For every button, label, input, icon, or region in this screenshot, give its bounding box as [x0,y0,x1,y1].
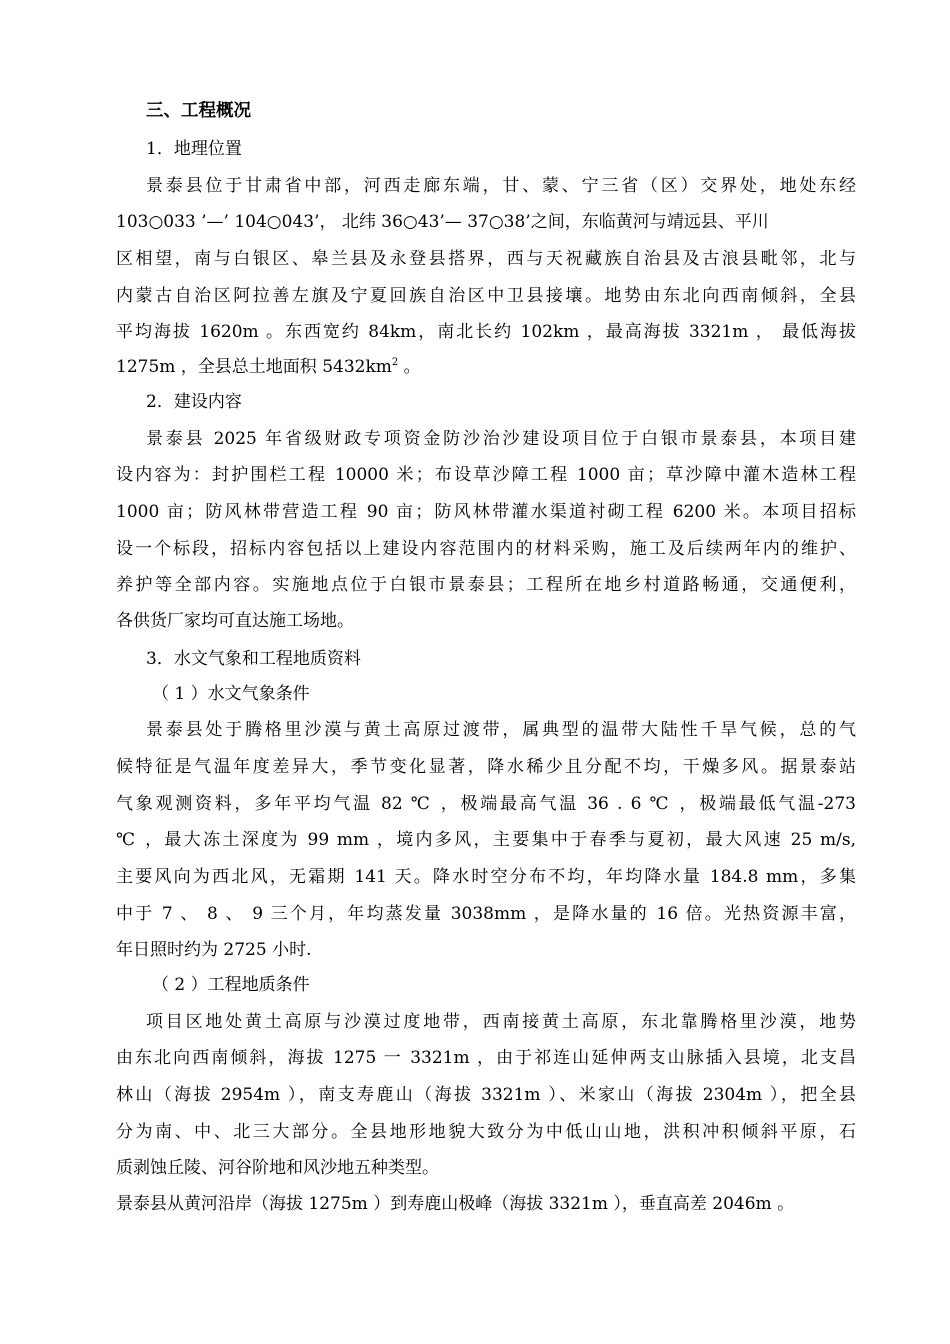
construction-line-1: 景泰县 2025 年省级财政专项资金防沙治沙建设项目位于白银市景泰县，本项目建 [146,429,856,449]
hydro-line-4: ℃ ，最大冻土深度为 99 mm ，境内多风，主要集中于春季与夏初，最大风速 25 m/s, [116,830,856,850]
geology-line-1: 项目区地处黄土高原与沙漠过度地带，西南接黄土高原，东北靠腾格里沙漠，地势 [146,1012,856,1032]
construction-line-4: 设一个标段，招标内容包括以上建设内容范围内的材料采购，施工及后续两年内的维护、 [116,539,856,559]
hydro-subheading-1: （ 1 ）水文气象条件 [152,684,310,704]
hydro-line-5: 主要风向为西北风，无霜期 141 天。降水时空分布不均，年均降水量 184.8 mm，多集 [116,867,856,887]
hydro-subheading-2: （ 2 ）工程地质条件 [152,975,310,995]
hydro-line-2: 候特征是气温年度差异大，季节变化显著，降水稀少且分配不均，干燥多风。据景泰站 [116,757,856,777]
hydro-heading: 3．水文气象和工程地质资料 [146,649,361,669]
geo-line-6 [116,357,856,377]
section-title: 三、工程概况 [146,101,251,121]
geo-line-3: 区相望，南与白银区、皋兰县及永登县搭界，西与天祝藏族自治县及古浪县毗邻，北与 [116,249,856,269]
geo-line-1: 景泰县位于甘肃省中部，河西走廊东端，甘、蒙、宁三省（区）交界处，地处东经 [146,176,856,196]
geology-line-5: 质剥蚀丘陵、河谷阶地和风沙地五种类型。 [116,1158,439,1178]
geology-line-3: 林山（海拔 2954m ），南支寿鹿山（海拔 3321m ）、米家山（海拔 2304m ），把全县 [116,1085,856,1105]
geo-line-2: 103○033 ’—’ 104○043’， 北纬 36○43’— 37○38’之间，东临黄河与靖远县、平川 [116,212,769,232]
construction-line-3: 1000 亩；防风林带营造工程 90 亩；防风林带灌水渠道衬砌工程 6200 米。本项目招标 [116,502,856,522]
construction-line-2: 设内容为：封护围栏工程 10000 米；布设草沙障工程 1000 亩；草沙障中灌木造林工程 [116,465,856,485]
hydro-line-1: 景泰县处于腾格里沙漠与黄土高原过渡带，属典型的温带大陆性千旱气候，总的气 [146,720,856,740]
construction-line-5: 养护等全部内容。实施地点位于白银市景泰县；工程所在地乡村道路畅通，交通便利， [116,575,856,595]
hydro-line-7: 年日照时约为 2725 小时. [116,940,312,960]
geo-line-5: 平均海拔 1620m 。东西宽约 84km，南北长约 102km ，最高海拔 3321m ， 最低海拔 [116,322,856,342]
geo-line-6-end: 。 [398,357,421,377]
geo-line-6-text: 1275m ，全县总土地面积 5432km [116,357,392,377]
area-unit-superscript: 2 [391,357,399,368]
construction-line-6: 各供货厂家均可直达施工场地。 [116,611,354,631]
geo-line-4: 内蒙古自治区阿拉善左旗及宁夏回族自治区中卫县接壤。地势由东北向西南倾斜，全县 [116,286,856,306]
geology-line-4: 分为南、中、北三大部分。全县地形地貌大致分为中低山山地，洪积冲积倾斜平原，石 [116,1122,856,1142]
hydro-line-3: 气象观测资料，多年平均气温 82 ℃ ，极端最高气温 36 . 6 ℃ ，极端最低气温-273 [116,794,856,814]
geo-heading: 1．地理位置 [146,139,242,159]
hydro-line-6: 中于 7 、 8 、 9 三个月，年均蒸发量 3038mm ，是降水量的 16 倍。光热资源丰富， [116,904,856,924]
geology-line-2: 由东北向西南倾斜，海拔 1275 一 3321m ，由于祁连山延伸两支山脉插入县境，北支昌 [116,1048,856,1068]
construction-heading: 2．建设内容 [146,392,242,412]
geology-line-6: 景泰县从黄河沿岸（海拔 1275m ）到寿鹿山极峰（海拔 3321m ），垂直高差 2046m 。 [116,1194,795,1214]
